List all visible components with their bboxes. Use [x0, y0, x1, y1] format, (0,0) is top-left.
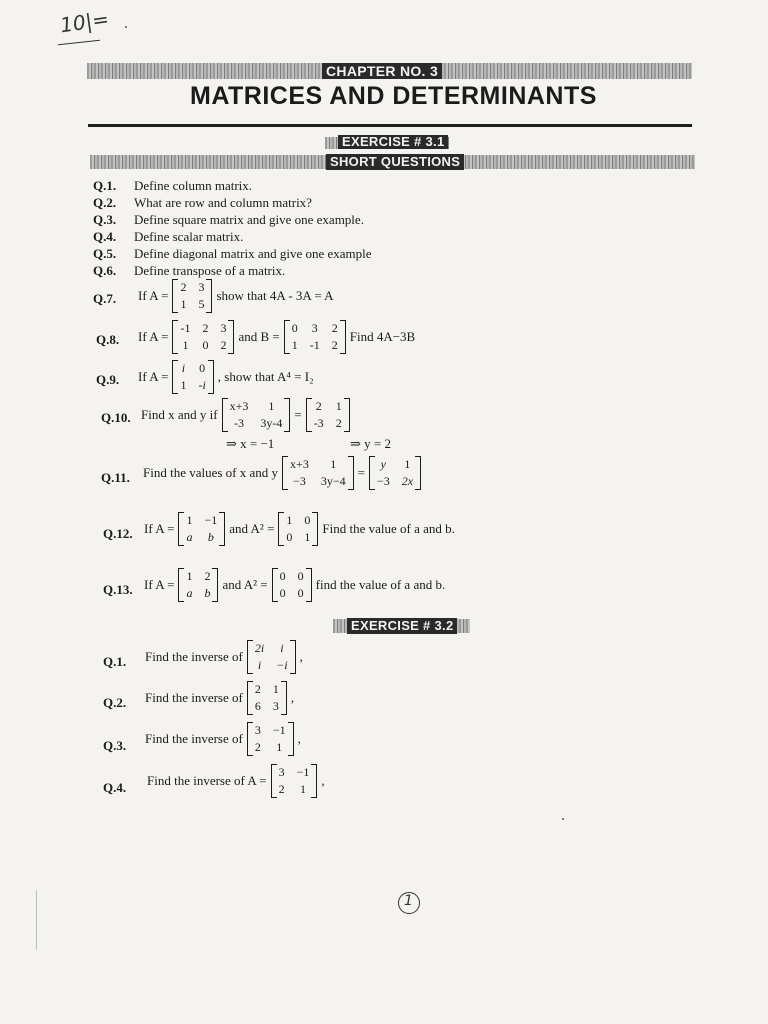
- q12-matrix-b-cell-1: 0: [304, 513, 311, 527]
- ex32-q1-text: Find the inverse of: [145, 649, 243, 664]
- ex32-q2-matrix-cells: [253, 681, 281, 715]
- q10-matrix-right-right-bracket: [344, 398, 350, 432]
- ex32-q4-text: Find the inverse of A =: [147, 773, 267, 788]
- q7-body: [138, 279, 338, 313]
- q11-number: Q.11.: [101, 470, 130, 485]
- q9-matrix-a-cell-0: i: [181, 361, 186, 375]
- ex32-q4-matrix-cell-0: 3: [278, 765, 285, 779]
- q2-number: Q.2.: [93, 195, 117, 210]
- q5-number: Q.5.: [93, 246, 117, 261]
- q10-equals: =: [294, 407, 302, 422]
- q3-text: Define square matrix and give one example.: [134, 212, 364, 227]
- ex32-q1-body: [145, 640, 307, 674]
- q10-matrix-left-cell-3: 3y-4: [260, 416, 283, 430]
- ex32-q2-matrix-cell-3: 3: [272, 699, 279, 713]
- q13-matrix-a-cell-0: 1: [186, 569, 193, 583]
- q12-matrix-a-cell-3: b: [207, 530, 214, 544]
- ex32-q1-matrix-cell-0: 2i: [254, 641, 265, 655]
- q13-matrix-b-cell-2: 0: [279, 586, 286, 600]
- q11-matrix-right-cells: [375, 456, 415, 490]
- q8-matrix-a-cells: [178, 320, 228, 354]
- title-rule: [88, 124, 692, 127]
- ex32-q2-matrix-cell-1: 1: [272, 682, 279, 696]
- ex32-q3-after: ,: [297, 731, 301, 746]
- q11-matrix-right-right-bracket: [415, 456, 421, 490]
- q7-matrix-a: [172, 279, 212, 313]
- page-title: MATRICES AND DETERMINANTS: [190, 82, 597, 110]
- q8-matrix-b-cell-0: 0: [291, 321, 298, 335]
- q12-matrix-a-cells: [184, 512, 219, 546]
- q7-if: If A =: [138, 288, 169, 303]
- q9-matrix-a-cell-1: 0: [199, 361, 206, 375]
- ex32-q1-matrix: [247, 640, 296, 674]
- q11-text: Find the values of x and y: [143, 465, 279, 480]
- q8-number: Q.8.: [96, 332, 120, 347]
- q9-matrix-a-cells: [178, 360, 207, 394]
- q10-answer-y: ⇒ y = 2: [350, 436, 391, 451]
- ex32-q1-matrix-cell-1: i: [280, 641, 284, 655]
- q12-matrix-b-cells: [284, 512, 312, 546]
- q13-matrix-a-right-bracket: [212, 568, 218, 602]
- stray-mark: [125, 26, 127, 28]
- ex32-q4-matrix-cells: [277, 764, 312, 798]
- q7-matrix-a-cell-2: 1: [180, 297, 187, 311]
- q9-after: , show that A⁴ = I₂: [217, 369, 314, 384]
- q10-matrix-right-cells: [312, 398, 344, 432]
- ex32-q1-matrix-cells: [253, 640, 290, 674]
- ex32-q2-number: Q.2.: [103, 695, 127, 710]
- q8-matrix-a-cell-1: 2: [202, 321, 209, 335]
- q11-matrix-left-cell-1: 1: [330, 457, 337, 471]
- q13-matrix-b-right-bracket: [306, 568, 312, 602]
- q11-matrix-right-cell-0: y: [380, 457, 386, 471]
- exercise-31-label: EXERCISE # 3.1: [338, 135, 448, 149]
- q12-matrix-a-right-bracket: [219, 512, 225, 546]
- q11-matrix-left: [282, 456, 354, 490]
- q12-matrix-a-cell-0: 1: [186, 513, 193, 527]
- q11-matrix-left-right-bracket: [348, 456, 354, 490]
- q8-matrix-b-cell-3: 1: [291, 338, 298, 352]
- q13-matrix-b-cell-0: 0: [279, 569, 286, 583]
- q12-matrix-b: [278, 512, 318, 546]
- q8-matrix-b-cells: [290, 320, 340, 354]
- q11-matrix-right-cell-1: 1: [404, 457, 411, 471]
- q12-body: [144, 512, 459, 546]
- ex32-q4-matrix-cell-1: −1: [296, 765, 310, 779]
- ex32-q3-matrix-right-bracket: [288, 722, 294, 756]
- q13-matrix-a-cells: [184, 568, 212, 602]
- q10-number: Q.10.: [101, 410, 131, 425]
- q9-if: If A =: [138, 369, 169, 384]
- q8-matrix-a-right-bracket: [228, 320, 234, 354]
- ex32-q3-body: [145, 722, 305, 756]
- ex32-q4-matrix-cell-2: 2: [278, 782, 285, 796]
- q9-matrix-a-cell-3: -i: [198, 378, 206, 392]
- q8-matrix-b-right-bracket: [340, 320, 346, 354]
- q10-body: [141, 398, 354, 432]
- q12-matrix-b-cell-2: 0: [286, 530, 293, 544]
- ex32-q2-body: [145, 681, 298, 715]
- q9-matrix-a-cell-2: 1: [180, 378, 187, 392]
- q13-after: find the value of a and b.: [315, 577, 446, 592]
- exercise-32-label: EXERCISE # 3.2: [347, 618, 457, 634]
- q8-matrix-b-cell-5: 2: [331, 338, 338, 352]
- q12-matrix-a: [178, 512, 225, 546]
- q10-matrix-right-cell-1: 1: [335, 399, 342, 413]
- q13-matrix-b-cell-1: 0: [297, 569, 304, 583]
- page-number: 1: [404, 893, 413, 909]
- ex32-q3-matrix-cell-2: 2: [254, 740, 261, 754]
- scan-edge-mark: [36, 890, 37, 950]
- q11-body: [143, 456, 425, 490]
- q8-body: [138, 320, 419, 354]
- q6-text: Define transpose of a matrix.: [134, 263, 286, 278]
- q4-number: Q.4.: [93, 229, 117, 244]
- q8-and: and B =: [238, 329, 280, 344]
- q8-matrix-b-cell-4: -1: [309, 338, 320, 352]
- q8-matrix-b: [284, 320, 346, 354]
- ex32-q2-text: Find the inverse of: [145, 690, 243, 705]
- q12-number: Q.12.: [103, 526, 133, 541]
- ex32-q1-matrix-right-bracket: [290, 640, 296, 674]
- ex32-q3-matrix-cell-3: 1: [276, 740, 283, 754]
- q10-matrix-left-cell-2: -3: [233, 416, 244, 430]
- stray-mark-right: [562, 818, 564, 820]
- handwritten-note: 10|=: [58, 6, 111, 38]
- q9-body: [138, 360, 318, 394]
- q11-matrix-left-cell-0: x+3: [290, 457, 309, 471]
- chapter-banner-label: CHAPTER NO. 3: [322, 63, 442, 79]
- q12-matrix-a-cell-1: −1: [204, 513, 218, 527]
- q8-matrix-a-cell-2: 3: [220, 321, 227, 335]
- ex32-q2-matrix-cell-2: 6: [254, 699, 261, 713]
- q8-matrix-a-cell-5: 2: [220, 338, 227, 352]
- q7-matrix-a-cell-3: 5: [198, 297, 205, 311]
- q6-number: Q.6.: [93, 263, 117, 278]
- q8-matrix-a-cell-0: -1: [180, 321, 191, 335]
- ex32-q3-matrix-cell-1: −1: [272, 723, 286, 737]
- q8-if: If A =: [138, 329, 169, 344]
- q9-matrix-a: [172, 360, 213, 394]
- ex32-q2-matrix-right-bracket: [281, 681, 287, 715]
- ex32-q2-matrix-cell-0: 2: [254, 682, 261, 696]
- q12-matrix-b-cell-3: 1: [304, 530, 311, 544]
- ex32-q4-matrix-cell-3: 1: [300, 782, 307, 796]
- q3-number: Q.3.: [93, 212, 117, 227]
- q8-matrix-b-cell-1: 3: [311, 321, 318, 335]
- q9-number: Q.9.: [96, 372, 120, 387]
- q10-matrix-left-cell-1: 1: [268, 399, 275, 413]
- short-questions-label: SHORT QUESTIONS: [326, 154, 464, 170]
- q8-after: Find 4A−3B: [349, 329, 416, 344]
- ex32-q1-matrix-cell-3: −i: [276, 658, 288, 672]
- ex32-q1-after: ,: [299, 649, 303, 664]
- q10-answer-x: ⇒ x = −1: [226, 436, 275, 451]
- q7-number: Q.7.: [93, 291, 117, 306]
- q13-if: If A =: [144, 577, 175, 592]
- ex32-q3-matrix-cell-0: 3: [254, 723, 261, 737]
- ex32-q3-matrix: [247, 722, 294, 756]
- q2-text: What are row and column matrix?: [134, 195, 312, 210]
- q7-matrix-a-right-bracket: [206, 279, 212, 313]
- q12-and: and A² =: [229, 521, 275, 536]
- q13-matrix-a-cell-3: b: [204, 586, 211, 600]
- q10-matrix-right-cell-3: 2: [335, 416, 342, 430]
- q5-text: Define diagonal matrix and give one example: [134, 246, 372, 261]
- q10-matrix-left: [222, 398, 291, 432]
- q12-after: Find the value of a and b.: [322, 521, 455, 536]
- ex32-q4-after: ,: [321, 773, 325, 788]
- ex32-q3-matrix-cells: [253, 722, 288, 756]
- q13-matrix-b: [272, 568, 312, 602]
- ex32-q3-text: Find the inverse of: [145, 731, 243, 746]
- q8-matrix-a: [172, 320, 234, 354]
- ex32-q4-body: [147, 764, 329, 798]
- q11-matrix-right-cell-3: 2x: [401, 474, 414, 488]
- ex32-q2-after: ,: [290, 690, 295, 705]
- ex32-q2-matrix: [247, 681, 287, 715]
- q10-matrix-left-right-bracket: [284, 398, 290, 432]
- q12-if: If A =: [144, 521, 175, 536]
- handwritten-underline: [58, 40, 100, 45]
- q1-number: Q.1.: [93, 178, 117, 193]
- q13-body: [144, 568, 449, 602]
- q8-matrix-a-cell-3: 1: [182, 338, 189, 352]
- q7-matrix-a-cells: [178, 279, 206, 313]
- q13-matrix-a-cell-1: 2: [204, 569, 211, 583]
- q10-matrix-right-cell-2: -3: [313, 416, 324, 430]
- q4-text: Define scalar matrix.: [134, 229, 244, 244]
- q12-matrix-a-cell-2: a: [186, 530, 193, 544]
- q13-and: and A² =: [222, 577, 268, 592]
- ex32-q4-number: Q.4.: [103, 780, 127, 795]
- q13-matrix-b-cell-3: 0: [297, 586, 304, 600]
- q10-matrix-right: [306, 398, 350, 432]
- q10-matrix-left-cells: [228, 398, 285, 432]
- q11-equals: =: [357, 465, 365, 480]
- q7-after: show that 4A - 3A = A: [216, 288, 334, 303]
- ex32-q4-matrix: [271, 764, 318, 798]
- q9-matrix-a-right-bracket: [208, 360, 214, 394]
- q10-matrix-left-cell-0: x+3: [229, 399, 249, 413]
- q11-matrix-left-cell-2: −3: [293, 474, 306, 488]
- ex32-q3-number: Q.3.: [103, 738, 127, 753]
- q13-matrix-a: [178, 568, 218, 602]
- q7-matrix-a-cell-0: 2: [180, 280, 187, 294]
- ex32-q1-matrix-cell-2: i: [257, 658, 262, 672]
- ex32-q1-number: Q.1.: [103, 654, 127, 669]
- q1-text: Define column matrix.: [134, 178, 253, 193]
- q13-number: Q.13.: [103, 582, 133, 597]
- q13-matrix-a-cell-2: a: [186, 586, 193, 600]
- q10-text: Find x and y if: [141, 407, 218, 422]
- q7-matrix-a-cell-1: 3: [198, 280, 205, 294]
- q12-matrix-b-cell-0: 1: [286, 513, 293, 527]
- q13-matrix-b-cells: [278, 568, 306, 602]
- q11-matrix-right: [369, 456, 421, 490]
- ex32-q4-matrix-right-bracket: [311, 764, 317, 798]
- q10-matrix-right-cell-0: 2: [315, 399, 322, 413]
- q11-matrix-left-cell-3: 3y−4: [320, 474, 346, 488]
- q8-matrix-a-cell-4: 0: [202, 338, 209, 352]
- q11-matrix-left-cells: [288, 456, 348, 490]
- q12-matrix-b-right-bracket: [312, 512, 318, 546]
- q11-matrix-right-cell-2: −3: [376, 474, 390, 488]
- q8-matrix-b-cell-2: 2: [331, 321, 338, 335]
